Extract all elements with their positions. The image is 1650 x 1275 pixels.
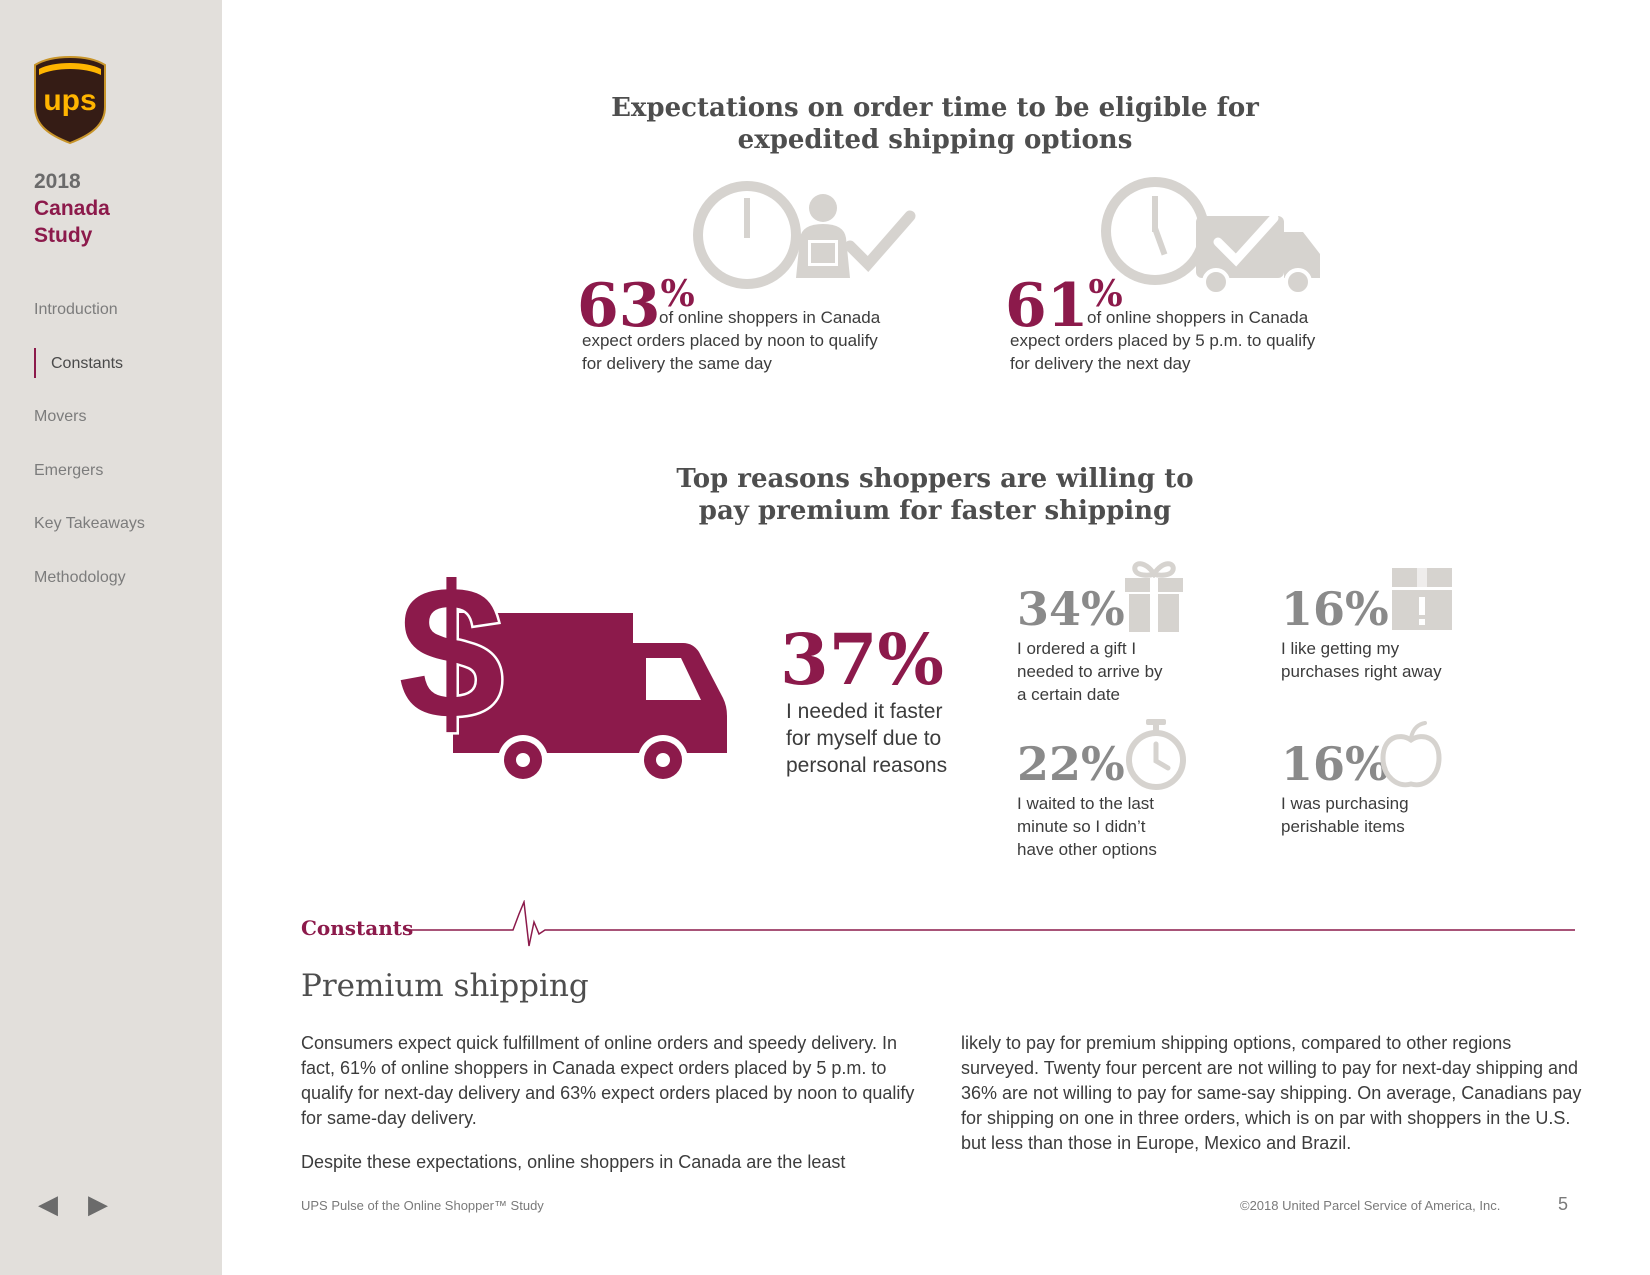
stat-next-day-unit: %	[1088, 273, 1123, 315]
reason-gift-value: 34%	[1017, 582, 1125, 636]
stat-same-day-line1: of online shoppers in Canada	[659, 308, 881, 327]
nav-item-introduction[interactable]: Introduction	[34, 301, 118, 318]
reason-last-minute-line3: have other options	[1017, 840, 1157, 859]
section1-heading-line2: expedited shipping options	[737, 125, 1133, 155]
sidebar-nav	[34, 300, 145, 621]
reason-gift-line2: needed to arrive by	[1017, 662, 1163, 681]
reason-last-minute-line1: I waited to the last	[1017, 794, 1155, 813]
dollar-truck-icon	[393, 568, 733, 788]
stat-next-day-line2: expect orders placed by 5 p.m. to qualify	[1010, 331, 1316, 350]
svg-text:$: $	[398, 568, 504, 759]
reason-perishable-line1: I was purchasing	[1281, 794, 1409, 813]
main-reason-line2: for myself due to	[786, 727, 942, 750]
svg-text:ups: ups	[43, 84, 97, 117]
nav-item-movers[interactable]: Movers	[34, 408, 87, 425]
reason-perishable-line2: perishable items	[1281, 817, 1405, 836]
reason-right-away-value: 16%	[1281, 582, 1389, 636]
section2-heading	[600, 463, 1270, 527]
stat-next-day-value: 61	[1005, 271, 1089, 341]
study-place-line1: Canada	[34, 197, 110, 220]
stat-same-day-line3: for delivery the same day	[582, 354, 772, 373]
reason-right-away-line1: I like getting my	[1281, 639, 1400, 658]
stopwatch-icon	[1124, 718, 1188, 790]
stat-same-day-line2: expect orders placed by noon to qualify	[582, 331, 878, 350]
main-reason-value: 37%	[780, 618, 944, 701]
article-column-1	[301, 1031, 926, 1194]
package-alert-icon	[1391, 567, 1453, 631]
prev-page-icon[interactable]: ◀	[38, 1189, 58, 1219]
article-paragraph-1: Consumers expect quick fulfillment of online orders and speedy delivery. In fact, 61% of online shoppers in Canada expect orders placed by 5 p.m. to qualify for next-day delivery and 63% expect orders placed by noon to qualify for same-day delivery.	[301, 1033, 915, 1128]
page-arrows	[38, 1191, 108, 1217]
footer-copyright: ©2018 United Parcel Service of America, Inc.	[1240, 1198, 1501, 1213]
nav-item-key-takeaways[interactable]: Key Takeaways	[34, 515, 145, 532]
main-reason-line1: I needed it faster	[786, 700, 943, 723]
ups-logo-icon	[33, 55, 107, 145]
article-paragraph-3: likely to pay for premium shipping options, compared to other regions surveyed. Twenty four percent are not willing to pay for next-day shipping and 36% are not willing to pay for same-say shipping. On average, Canadians pay for shipping on one in three orders, which is on par with shoppers in the U.S. but less than those in Europe, Mexico and Brazil.	[961, 1033, 1582, 1153]
section-label: Constants	[301, 916, 414, 940]
section1-heading-line1: Expectations on order time to be eligible for	[611, 93, 1259, 123]
sidebar	[0, 0, 222, 1275]
reason-last-minute-line2: minute so I didn’t	[1017, 817, 1146, 836]
stat-next-day-line3: for delivery the next day	[1010, 354, 1191, 373]
stat-same-day-unit: %	[660, 273, 695, 315]
study-place-line2: Study	[34, 224, 93, 247]
reason-right-away-line2: purchases right away	[1281, 662, 1442, 681]
section1-heading	[600, 92, 1270, 156]
page-number: 5	[1558, 1194, 1569, 1214]
article-paragraph-2: Despite these expectations, online shoppers in Canada are the least	[301, 1152, 846, 1172]
reason-gift-line3: a certain date	[1017, 685, 1121, 704]
apple-icon	[1379, 720, 1443, 790]
study-year: 2018	[34, 170, 81, 193]
footer-study-name: UPS Pulse of the Online Shopper™ Study	[301, 1198, 544, 1213]
clock-truck-check-icon	[1101, 177, 1320, 294]
nav-item-methodology[interactable]: Methodology	[34, 568, 126, 586]
article-title: Premium shipping	[301, 968, 589, 1004]
clock-person-check-icon	[690, 178, 920, 293]
nav-item-emergers[interactable]: Emergers	[34, 461, 104, 479]
stat-next-day-line1: of online shoppers in Canada	[1087, 308, 1309, 327]
section2-heading-line2: pay premium for faster shipping	[698, 496, 1172, 526]
study-title	[34, 168, 110, 249]
nav-item-constants[interactable]: Constants	[34, 354, 145, 408]
section2-heading-line1: Top reasons shoppers are willing to	[676, 464, 1194, 494]
next-page-icon[interactable]: ▶	[88, 1189, 108, 1219]
stat-same-day-value: 63	[577, 271, 661, 341]
reason-perishable-value: 16%	[1281, 737, 1389, 791]
heartbeat-divider-icon	[405, 900, 1575, 950]
gift-icon	[1123, 556, 1185, 634]
article-column-2	[961, 1031, 1586, 1175]
reason-gift-line1: I ordered a gift I	[1017, 639, 1137, 658]
reason-last-minute-value: 22%	[1017, 737, 1125, 791]
main-reason-line3: personal reasons	[786, 754, 948, 777]
